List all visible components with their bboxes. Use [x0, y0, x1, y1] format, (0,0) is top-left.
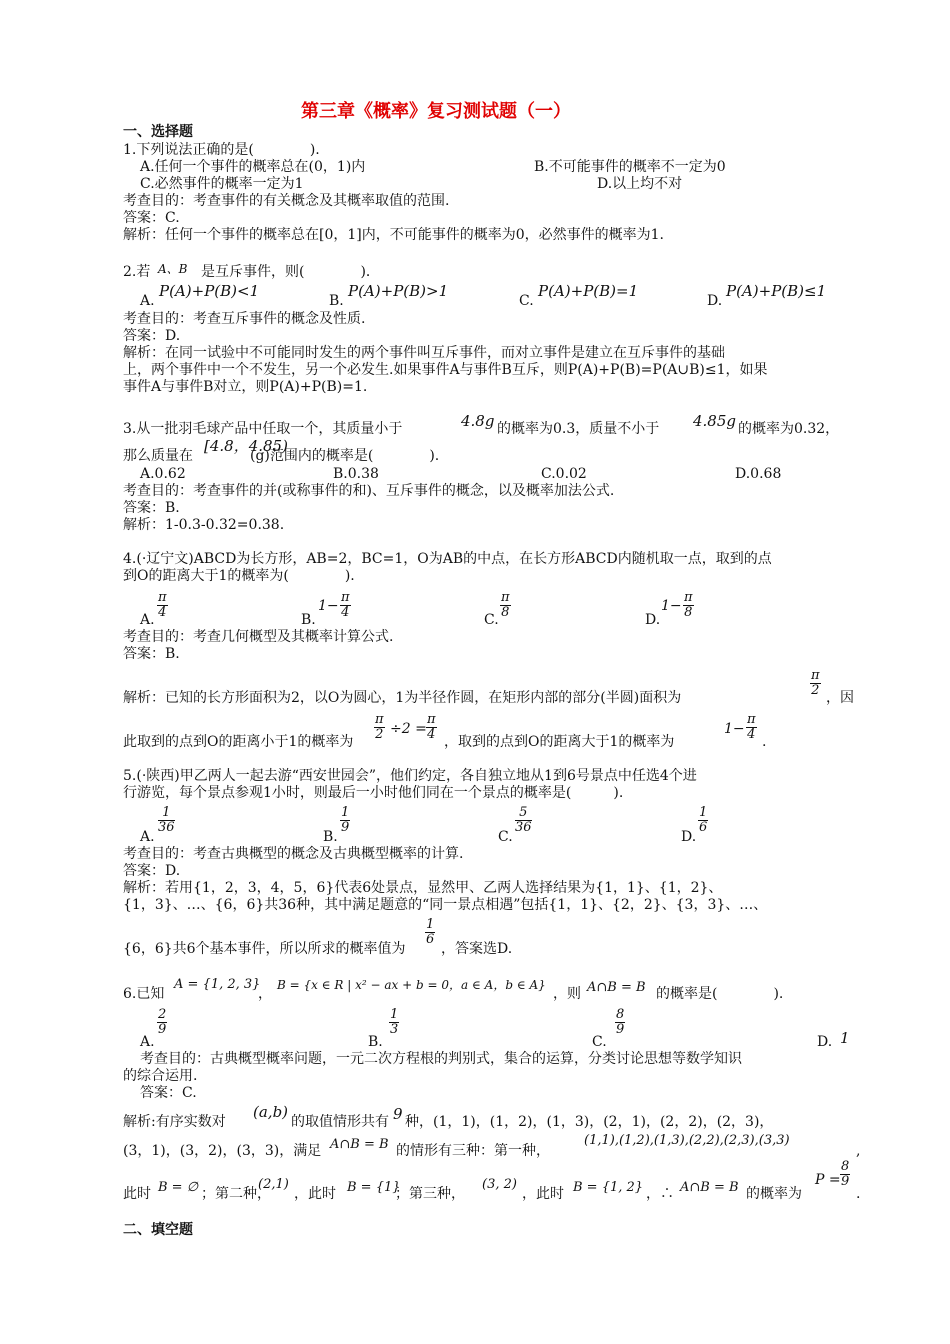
- q4-option-b-label: B.: [301, 612, 316, 628]
- q4-analysis-divide: ÷2 =: [390, 721, 427, 737]
- q6-analysis-empty-set: B = ∅: [158, 1180, 199, 1195]
- q4-analysis-line1-b: ，因: [826, 690, 854, 706]
- q6-analysis-count: 9: [393, 1105, 403, 1123]
- q1-analysis: 解析：任何一个事件的概率总在[0，1]内，不可能事件的概率为0，必然事件的概率为1.: [123, 227, 665, 243]
- q4-analysis-fraction-pi-over-4: [426, 713, 437, 742]
- q3-option-d: D.0.68: [735, 466, 782, 482]
- q3-answer: 答案：B.: [123, 500, 180, 516]
- q6-option-b-numerator: 1: [390, 1007, 399, 1022]
- q5-analysis-fraction: [425, 918, 435, 947]
- q5-option-a-label: A.: [140, 829, 155, 845]
- q4-option-a-denominator: 4: [158, 605, 167, 620]
- q2-analysis-line2: 上，两个事件中一个不发生，另一个必发生.如果事件A与事件B互斥，则P(A)+P(B)=P(A∪B)≤1，如果: [123, 362, 768, 378]
- q6-option-b-denominator: 3: [390, 1022, 399, 1037]
- q1-answer: 答案：C.: [123, 210, 180, 226]
- q6-analysis-set-1: B = {1}: [347, 1180, 401, 1195]
- section-heading-fill: 二、填空题: [123, 1222, 193, 1238]
- q5-line1: 5.(·陕西)甲乙两人一起去游“西安世园会”，他们约定，各自独立地从1到6号景点中任选4个进: [123, 768, 697, 784]
- q2-option-a-math: P(A)+P(B)<1: [159, 282, 260, 300]
- q5-option-d-denominator: 6: [699, 820, 708, 835]
- q4-option-b-numerator: π: [341, 590, 350, 605]
- q6-aim-line1: 考查目的：古典概型概率问题，一元二次方程根的判别式，集合的运算，分类讨论思想等数学知识: [140, 1051, 742, 1067]
- q5-option-b-label: B.: [323, 829, 338, 845]
- q6-option-c-fraction: [615, 1008, 625, 1037]
- q5-analysis-fraction-denominator: 6: [426, 932, 435, 947]
- q6-option-c-label: C.: [592, 1034, 607, 1050]
- q1-option-d: D.以上均不对: [597, 176, 683, 192]
- q6-analysis-line3-f: ，∴: [646, 1186, 674, 1202]
- q4-analysis-fraction-pi-over-2-denominator: 2: [375, 727, 384, 742]
- q2-option-b-math: P(A)+P(B)>1: [348, 282, 449, 300]
- q5-option-b-denominator: 9: [341, 820, 350, 835]
- q6-option-c-denominator: 9: [616, 1022, 625, 1037]
- q6-condition: A∩B = B: [587, 980, 646, 995]
- q4-option-d-numerator: π: [684, 590, 693, 605]
- q6-analysis-line3-h: .: [856, 1186, 861, 1202]
- page-title: 第三章《概率》复习测试题（一）: [301, 101, 571, 122]
- q6-stem-d: 的概率是( ).: [656, 986, 784, 1002]
- q2-analysis-line3: 事件A与事件B对立，则P(A)+P(B)=1.: [123, 379, 368, 395]
- q4-analysis-fraction-result: [746, 713, 757, 742]
- q2-stem-prefix: 2.若: [123, 264, 151, 280]
- q6-option-c-numerator: 8: [616, 1007, 625, 1022]
- q6-analysis-line1-c: 种，(1，1)，(1，2)，(1，3)，(2，1)，(2，2)，(2，3)，: [405, 1114, 774, 1130]
- q6-aim-line2: 的综合运用.: [123, 1068, 198, 1084]
- q5-option-c-fraction: [515, 806, 532, 835]
- q6-stem-b: ，: [258, 986, 272, 1002]
- q3-line1-a: 3.从一批羽毛球产品中任取一个，其质量小于: [123, 421, 403, 437]
- q4-option-c-fraction: [500, 591, 511, 620]
- q6-analysis-line3-b: ；第二种，: [201, 1186, 271, 1202]
- q4-analysis-fraction-half-pi-denominator: 2: [811, 683, 820, 698]
- q2-analysis-line1: 解析：在同一试验中不可能同时发生的两个事件叫互斥事件，而对立事件是建立在互斥事件的基础: [123, 345, 725, 361]
- q6-analysis-condition: A∩B = B: [330, 1137, 389, 1152]
- q6-option-b-fraction: [389, 1008, 399, 1037]
- q3-option-a: A.0.62: [140, 466, 186, 482]
- q3-math-range: [4.8，4.85): [204, 437, 288, 455]
- q2-option-d-label: D.: [707, 293, 723, 309]
- q1-option-a: A.任何一个事件的概率总在(0，1)内: [140, 159, 366, 175]
- q1-stem: 1.下列说法正确的是( ).: [123, 142, 320, 158]
- q3-line2-b: (g)范围内的概率是( ).: [250, 448, 440, 464]
- q3-line1-b: 的概率为0.3，质量不小于: [497, 421, 660, 437]
- q6-analysis-line2-a: (3，1)，(3，2)，(3，3)，满足: [123, 1143, 322, 1159]
- q3-math-mass2: 4.85g: [693, 412, 737, 430]
- q6-option-b-label: B.: [368, 1034, 383, 1050]
- q6-option-a-numerator: 2: [158, 1007, 167, 1022]
- q3-option-c: C.0.02: [541, 466, 587, 482]
- section-heading-choice: 一、选择题: [123, 124, 193, 140]
- q4-line2: 到O的距离大于1的概率为( ).: [123, 568, 355, 584]
- q3-option-b: B.0.38: [333, 466, 379, 482]
- q6-analysis-condition-2: A∩B = B: [680, 1180, 739, 1195]
- q2-option-b-label: B.: [329, 293, 344, 309]
- q2-option-d-math: P(A)+P(B)≤1: [726, 282, 827, 300]
- q5-option-d-label: D.: [681, 829, 697, 845]
- q4-analysis-fraction-pi-over-2-numerator: π: [375, 712, 384, 727]
- q5-analysis-line1: 解析：若用{1，2，3，4，5，6}代表6处景点，显然甲、乙两人选择结果为{1，1}、{1，2}、: [123, 880, 723, 896]
- q5-aim: 考查目的：考查古典概型的概念及古典概型概率的计算.: [123, 846, 464, 862]
- q4-analysis-fraction-half-pi-numerator: π: [811, 668, 820, 683]
- q1-option-c: C.必然事件的概率一定为1: [140, 176, 304, 192]
- q6-set-a: A = {1, 2, 3}: [174, 977, 261, 992]
- q4-aim: 考查目的：考查几何概型及其概率计算公式.: [123, 629, 394, 645]
- q6-analysis-case3-pair: (3, 2): [482, 1177, 517, 1192]
- q6-stem-c: ，则: [553, 986, 581, 1002]
- q4-option-b-prefix: 1−: [318, 598, 339, 614]
- q5-option-c-label: C.: [498, 829, 513, 845]
- q4-answer: 答案：B.: [123, 646, 180, 662]
- q2-aim: 考查目的：考查互斥事件的概念及性质.: [123, 311, 366, 327]
- q6-analysis-pair: (a,b): [253, 1103, 289, 1121]
- q2-stem-suffix: 是互斥事件，则( )．: [201, 264, 380, 280]
- q4-analysis-line2-c: .: [762, 734, 767, 750]
- q4-option-d-denominator: 8: [684, 605, 693, 620]
- q2-answer: 答案：D.: [123, 328, 181, 344]
- q4-option-b-denominator: 4: [341, 605, 350, 620]
- q4-option-d-fraction: [683, 591, 694, 620]
- q6-analysis-line3-d: ；第三种，: [395, 1186, 465, 1202]
- q6-option-a-label: A.: [140, 1034, 155, 1050]
- q4-option-c-denominator: 8: [501, 605, 510, 620]
- q5-analysis-line2: {1，3}、…、{6，6}共36种，其中满足题意的“同一景点相遇”包括{1，1}、{2，2}、{3，3}、…、: [123, 897, 768, 913]
- q4-analysis-fraction-pi-over-4-denominator: 4: [427, 727, 436, 742]
- q6-analysis-line1-b: 的取值情形共有: [291, 1114, 389, 1130]
- q1-aim: 考查目的：考查事件的有关概念及其概率取值的范围.: [123, 193, 450, 209]
- q2-option-c-label: C.: [519, 293, 534, 309]
- q5-analysis-line3-b: ，答案选D.: [441, 941, 513, 957]
- q5-option-d-numerator: 1: [699, 805, 708, 820]
- q5-option-b-fraction: [340, 806, 350, 835]
- q6-answer: 答案：C.: [140, 1085, 197, 1101]
- q5-option-b-numerator: 1: [341, 805, 350, 820]
- q4-option-a-fraction: [157, 591, 168, 620]
- q4-option-d-label: D.: [645, 612, 661, 628]
- q5-option-a-denominator: 36: [158, 820, 175, 835]
- q4-option-a-numerator: π: [158, 590, 167, 605]
- q6-analysis-probability-numerator: 8: [841, 1159, 850, 1174]
- q2-option-a-label: A.: [140, 293, 155, 309]
- q3-analysis: 解析：1-0.3-0.32=0.38.: [123, 517, 285, 533]
- q5-line2: 行游览，每个景点参观1小时，则最后一小时他们同在一个景点的概率是( ).: [123, 785, 624, 801]
- q3-line1-c: 的概率为0.32，: [738, 421, 840, 437]
- q4-option-c-label: C.: [484, 612, 499, 628]
- q6-stem-a: 6.已知: [123, 986, 165, 1002]
- q5-option-a-fraction: [158, 806, 175, 835]
- q4-option-d-prefix: 1−: [661, 598, 682, 614]
- q6-analysis-probability-fraction: [840, 1160, 850, 1189]
- q6-analysis-line3-e: ，此时: [522, 1186, 564, 1202]
- q4-analysis-fraction-pi-over-2: [374, 713, 385, 742]
- q6-analysis-probability-denominator: 9: [841, 1174, 850, 1189]
- q4-analysis-line2-a: 此取到的点到O的距离小于1的概率为: [123, 734, 354, 750]
- q4-analysis-fraction-result-numerator: π: [747, 712, 756, 727]
- q5-analysis-line3-a: {6，6}共6个基本事件，所以所求的概率值为: [123, 941, 406, 957]
- q2-option-c-math: P(A)+P(B)=1: [538, 282, 639, 300]
- q5-option-c-denominator: 36: [515, 820, 532, 835]
- q6-analysis-case2-pair: (2,1): [258, 1177, 289, 1192]
- q3-line2-a: 那么质量在: [123, 448, 193, 464]
- q6-analysis-line3-c: ，此时: [294, 1186, 336, 1202]
- q6-analysis-set-12: B = {1, 2}: [573, 1180, 644, 1195]
- q6-set-b: B = {x ∈ R | x² − ax + b = 0，a ∈ A，b ∈ A}: [277, 978, 546, 992]
- q6-analysis-line2-b: 的情形有三种：第一种，: [396, 1143, 550, 1159]
- q4-analysis-fraction-pi-over-4-numerator: π: [427, 712, 436, 727]
- q4-analysis-one-minus: 1−: [724, 721, 745, 737]
- q6-option-d-value: 1: [840, 1029, 850, 1047]
- q5-analysis-fraction-numerator: 1: [426, 917, 435, 932]
- q4-analysis-fraction-result-denominator: 4: [747, 727, 756, 742]
- q1-option-b: B.不可能事件的概率不一定为0: [534, 159, 726, 175]
- q3-aim: 考查目的：考查事件的并(或称事件的和)、互斥事件的概念，以及概率加法公式.: [123, 483, 615, 499]
- q5-option-d-fraction: [698, 806, 708, 835]
- q3-math-mass1: 4.8g: [461, 412, 495, 430]
- q6-analysis-line3-g: 的概率为: [746, 1186, 802, 1202]
- q5-option-c-numerator: 5: [515, 806, 532, 821]
- q5-answer: 答案：D.: [123, 863, 181, 879]
- q6-option-a-denominator: 9: [158, 1022, 167, 1037]
- q6-option-a-fraction: [157, 1008, 167, 1037]
- q4-line1: 4.(·辽宁文)ABCD为长方形，AB=2，BC=1，O为AB的中点，在长方形ABCD内随机取一点，取到的点: [123, 551, 772, 567]
- q4-analysis-fraction-half-pi: [810, 669, 821, 698]
- q6-analysis-p-equals: P =: [815, 1172, 841, 1188]
- q4-analysis-line1-a: 解析：已知的长方形面积为2，以O为圆心，1为半径作圆，在矩形内部的部分(半圆)面积为: [123, 690, 682, 706]
- q2-stem-math: A、B: [158, 262, 188, 276]
- q6-analysis-line2-c: ,: [856, 1143, 861, 1159]
- q4-option-b-fraction: [340, 591, 351, 620]
- q6-analysis-line1-a: 解析:有序实数对: [123, 1114, 226, 1130]
- q4-option-a-label: A.: [140, 612, 155, 628]
- q5-option-a-numerator: 1: [158, 806, 175, 821]
- q6-analysis-line3-a: 此时: [123, 1186, 151, 1202]
- q6-option-d-label: D.: [817, 1034, 833, 1050]
- q6-analysis-case1-pairs: (1,1),(1,2),(1,3),(2,2),(2,3),(3,3): [584, 1133, 790, 1148]
- q4-analysis-line2-b: ，取到的点到O的距离大于1的概率为: [444, 734, 675, 750]
- q4-option-c-numerator: π: [501, 590, 510, 605]
